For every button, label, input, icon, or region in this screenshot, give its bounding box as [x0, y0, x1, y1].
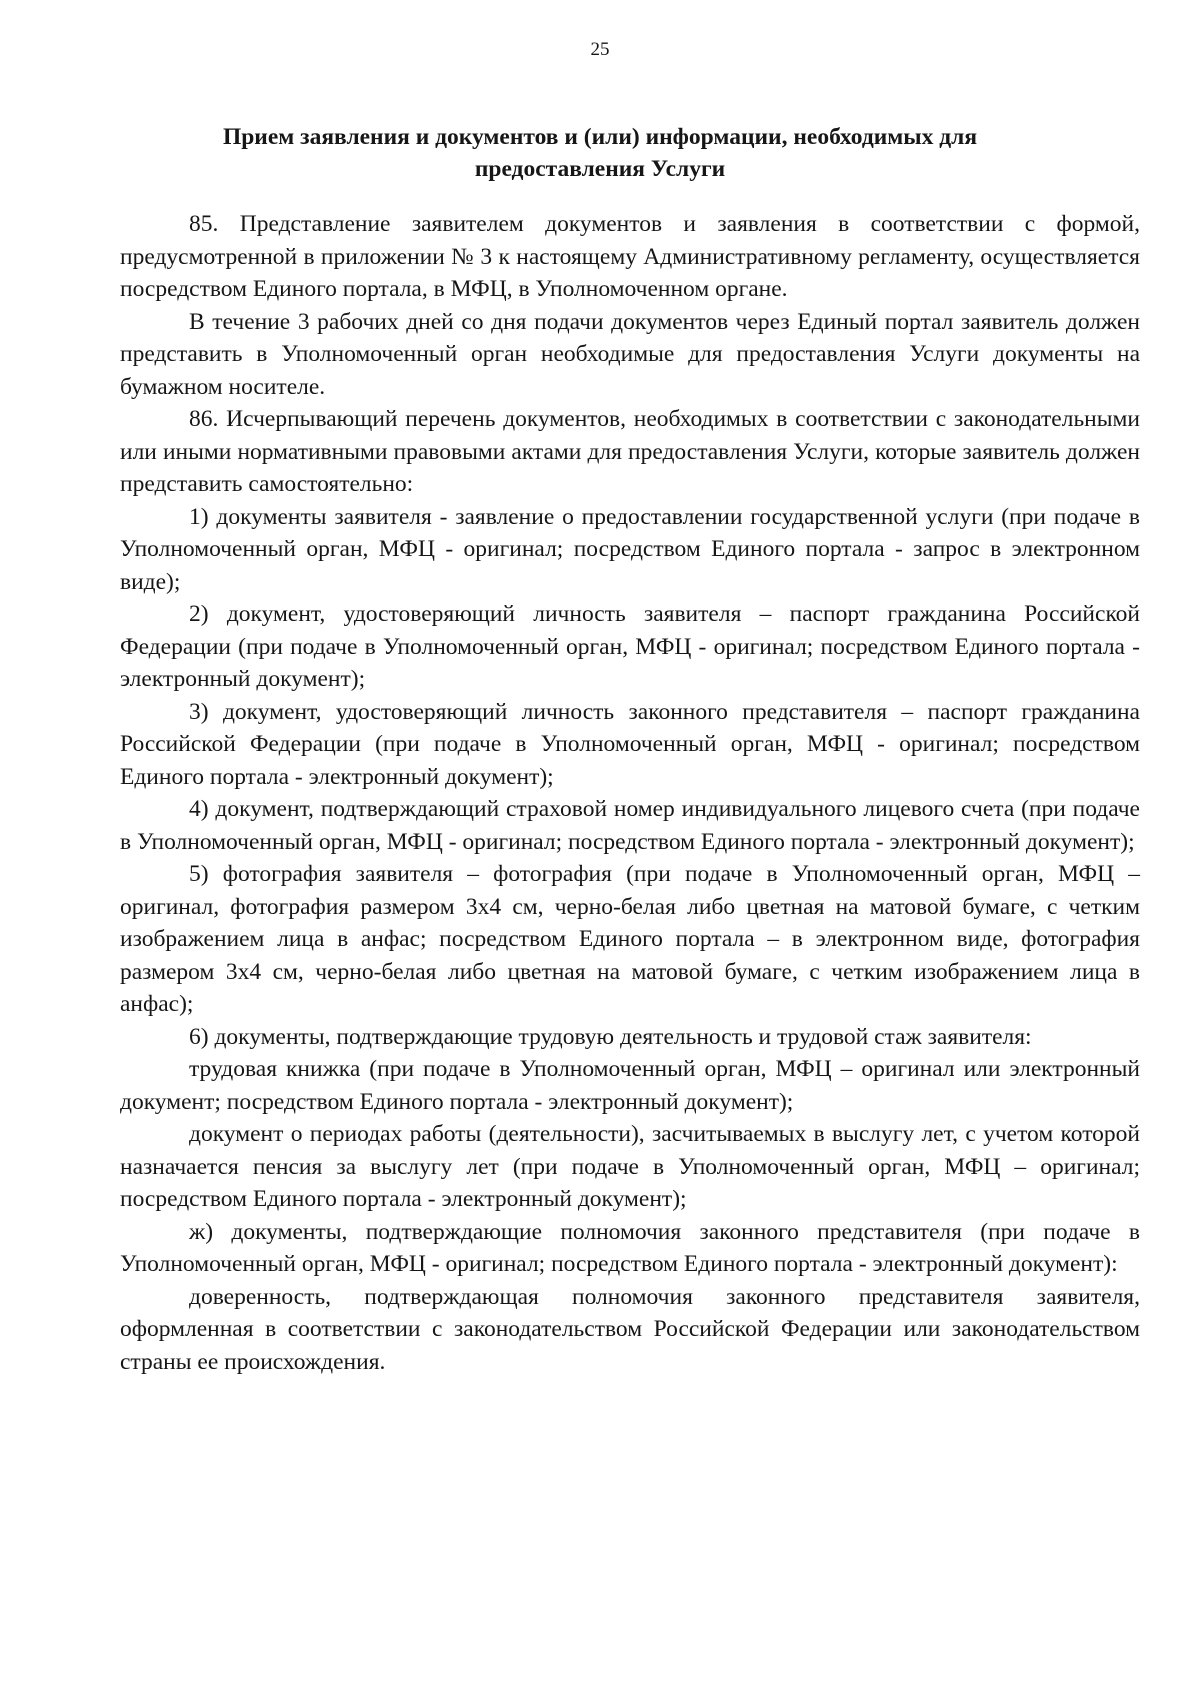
page-number: 25: [590, 39, 610, 60]
list-item-zh: ж) документы, подтверждающие полномочия законного представителя (при подаче в Уполномоченный орган, МФЦ - оригинал; посредством Единого портала - электронный документ):: [120, 1218, 1140, 1277]
list-item-4: 4) документ, подтверждающий страховой номер индивидуального лицевого счета (при подаче в Уполномоченный орган, МФЦ - оригинал; посредством Единого портала - электронный документ);: [120, 796, 1140, 855]
list-item-6: 6) документы, подтверждающие трудовую деятельность и трудовой стаж заявителя:: [189, 1023, 1032, 1050]
list-item-2: 2) документ, удостоверяющий личность заявителя – паспорт гражданина Российской Федерации (при подаче в Уполномоченный орган, МФЦ - оригинал; посредством Единого портала - электронный документ);: [120, 601, 1140, 692]
list-item-1: 1) документы заявителя - заявление о предоставлении государственной услуги (при подаче в Уполномоченный орган, МФЦ - оригинал; посредством Единого портала - запрос в электронном виде);: [120, 503, 1140, 595]
section-heading: Прием заявления и документов и (или) информации, необходимых для предоставления Услуги: [222, 124, 978, 182]
document-body: [120, 208, 1140, 1378]
paragraph-86: 86. Исчерпывающий перечень документов, необходимых в соответствии с законодательными или иными нормативными правовыми актами для предоставления Услуги, которые заявитель должен представить самостоятельно:: [120, 406, 1140, 497]
paragraph-85: 85. Представление заявителем документов и заявления в соответствии с формой, предусмотренной в приложении № 3 к настоящему Административному регламенту, осуществляется посредством Единого портала, в МФЦ, в Уполномоченном органе.: [120, 211, 1140, 302]
list-item-3: 3) документ, удостоверяющий личность законного представителя – паспорт гражданина Российской Федерации (при подаче в Уполномоченный орган, МФЦ - оригинал; посредством Единого портала - электронный документ);: [120, 698, 1140, 790]
paragraph-85-term: В течение 3 рабочих дней со дня подачи документов через Единый портал заявитель должен представить в Уполномоченный орган необходимые для предоставления Услуги документы на бумажном носителе.: [120, 308, 1140, 400]
list-item-zh-power-of-attorney: доверенность, подтверждающая полномочия законного представителя заявителя, оформленная в соответствии с законодательством Российской Федерации или законодательством страны ее происхождения.: [120, 1283, 1140, 1375]
list-item-6-labor-book: трудовая книжка (при подаче в Уполномоченный орган, МФЦ – оригинал или электронный документ; посредством Единого портала - электронный документ);: [120, 1056, 1140, 1115]
list-item-6-work-periods: документ о периодах работы (деятельности), засчитываемых в выслугу лет, с учетом которой назначается пенсия за выслугу лет (при подаче в Уполномоченный орган, МФЦ – оригинал; посредством Единого портала - электронный документ);: [120, 1121, 1140, 1212]
list-item-5: 5) фотография заявителя – фотография (при подаче в Уполномоченный орган, МФЦ – оригинал, фотография размером 3х4 см, черно-белая либо цветная на матовой бумаге, с четким изображением лица в анфас; посредством Единого портала – в электронном виде, фотография размером 3х4 см, черно-белая либо цветная на матовой бумаге, с четким изображением лица в анфас);: [120, 861, 1140, 1017]
